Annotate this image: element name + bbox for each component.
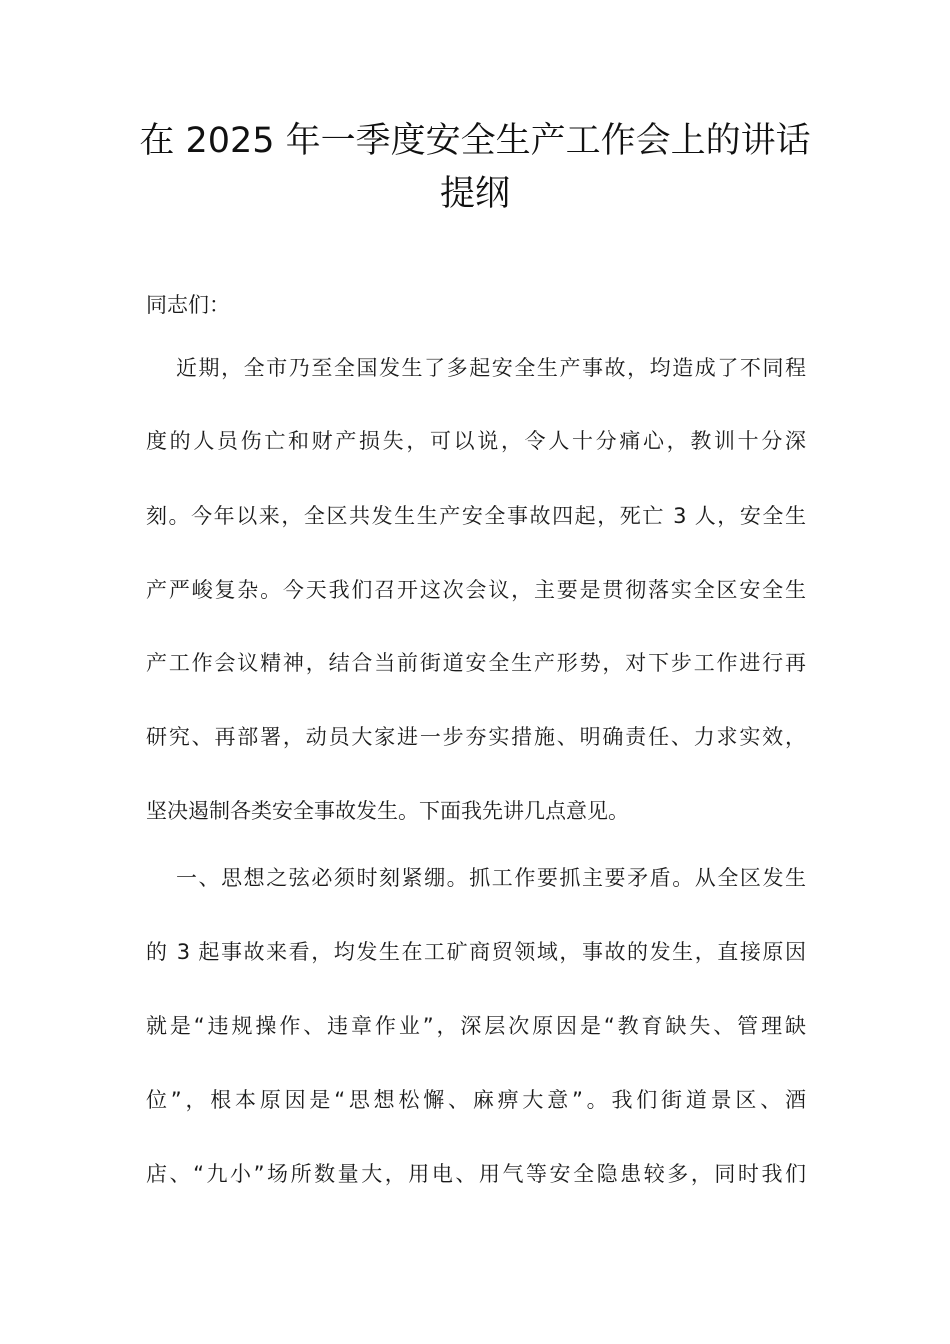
paragraph-2-line-3: 就是“违规操作、违章作业”，深层次原因是“教育缺失、管理缺 <box>146 1014 806 1038</box>
paragraph-1-line-7: 坚决遏制各类安全事故发生。下面我先讲几点意见。 <box>146 799 629 823</box>
document-title-line-2: 提纲 <box>439 174 510 214</box>
salutation: 同志们： <box>146 293 230 317</box>
paragraph-1-line-3: 刻。今年以来，全区共发生生产安全事故四起，死亡 3 人，安全生 <box>146 504 806 528</box>
paragraph-1-line-5: 产工作会议精神，结合当前街道安全生产形势，对下步工作进行再 <box>146 651 806 675</box>
paragraph-2-line-5: 店、“九小”场所数量大，用电、用气等安全隐患较多，同时我们 <box>146 1162 806 1186</box>
paragraph-1-line-2: 度的人员伤亡和财产损失，可以说，令人十分痛心，教训十分深 <box>146 429 806 453</box>
paragraph-2-line-4: 位”，根本原因是“思想松懈、麻痹大意”。我们街道景区、酒 <box>146 1088 806 1112</box>
paragraph-2-line-2: 的 3 起事故来看，均发生在工矿商贸领域，事故的发生，直接原因 <box>146 940 806 964</box>
paragraph-1-line-4: 产严峻复杂。今天我们召开这次会议，主要是贯彻落实全区安全生 <box>146 578 806 602</box>
paragraph-1-line-6: 研究、再部署，动员大家进一步夯实措施、明确责任、力求实效， <box>146 725 806 749</box>
document-title-line-1: 在 2025 年一季度安全生产工作会上的讲话 <box>139 121 811 161</box>
paragraph-2-line-1: 一、思想之弦必须时刻紧绷。抓工作要抓主要矛盾。从全区发生 <box>176 866 806 890</box>
paragraph-1-line-1: 近期，全市乃至全国发生了多起安全生产事故，均造成了不同程 <box>176 356 806 380</box>
